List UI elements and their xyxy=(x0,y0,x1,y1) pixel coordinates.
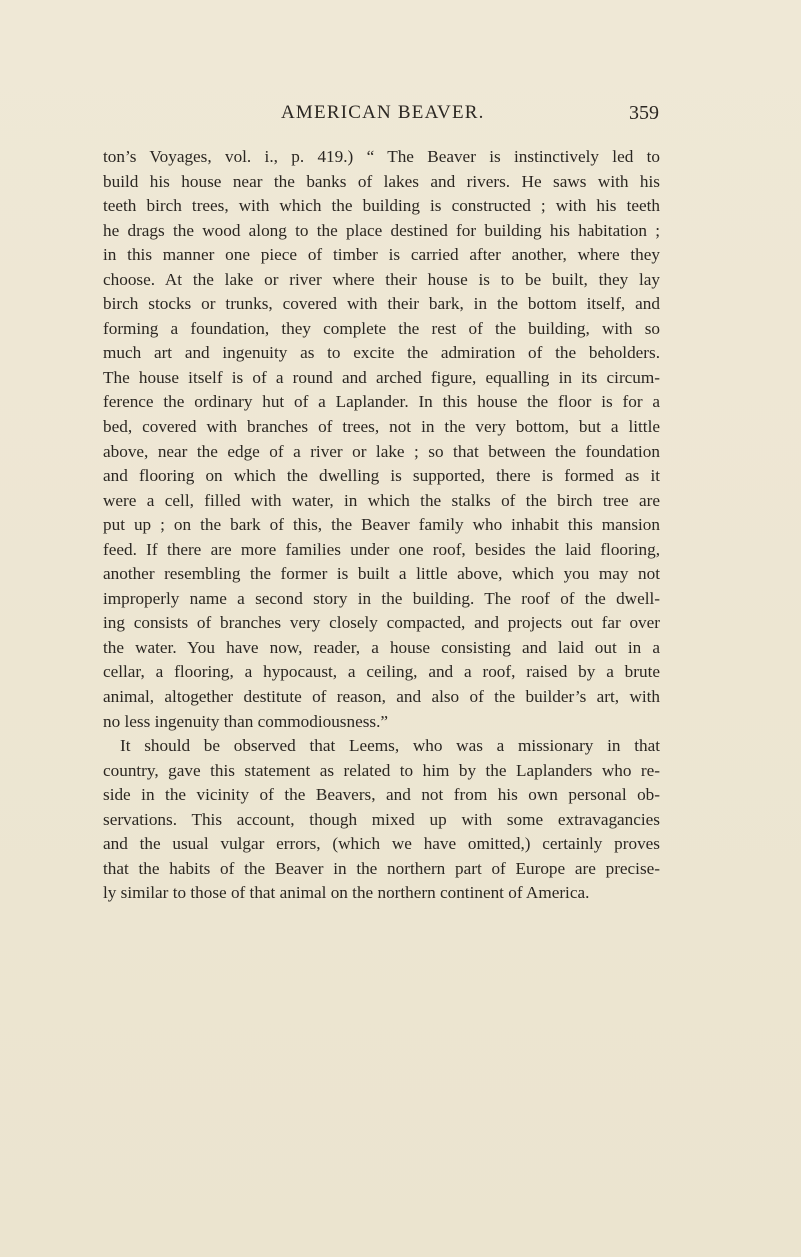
page-number: 359 xyxy=(629,102,659,124)
text-line: servations. This account, though mixed up with some extravagancies xyxy=(103,809,660,829)
page-header xyxy=(103,102,659,132)
text-line: teeth birch trees, with which the building is constructed ; with his teeth xyxy=(103,196,660,216)
running-head: AMERICAN BEAVER. xyxy=(281,102,485,123)
text-line: and the usual vulgar errors, (which we have omitted,) certainly proves xyxy=(103,834,660,854)
text-line: animal, altogether destitute of reason, and also of the builder’s art, with xyxy=(103,687,660,707)
text-line: bed, covered with branches of trees, not in the very bottom, but a little xyxy=(103,417,660,437)
text-line: ly similar to those of that animal on the northern continent of America. xyxy=(103,883,590,903)
text-line: build his house near the banks of lakes and rivers. He saws with his xyxy=(103,171,660,191)
text-line: in this manner one piece of timber is carried after another, where they xyxy=(103,245,660,265)
text-line: no less ingenuity than commodiousness.” xyxy=(103,711,388,731)
text-line: were a cell, filled with water, in which the stalks of the birch tree are xyxy=(103,490,660,510)
text-line: much art and ingenuity as to excite the admiration of the beholders. xyxy=(103,343,660,363)
text-line: side in the vicinity of the Beavers, and not from his own personal ob- xyxy=(103,785,660,805)
text-line: feed. If there are more families under one roof, besides the laid flooring, xyxy=(103,539,660,559)
text-line: he drags the wood along to the place destined for building his habitation ; xyxy=(103,220,660,240)
body-text xyxy=(103,145,660,906)
text-line: birch stocks or trunks, covered with their bark, in the bottom itself, and xyxy=(103,294,660,314)
text-line: another resembling the former is built a little above, which you may not xyxy=(103,564,660,584)
text-line: the water. You have now, reader, a house consisting and laid out in a xyxy=(103,637,660,657)
text-line: ton’s Voyages, vol. i., p. 419.) “ The Beaver is instinctively led to xyxy=(103,147,660,166)
text-line: above, near the edge of a river or lake ; so that between the foundation xyxy=(103,441,660,461)
text-line: ference the ordinary hut of a Laplander. In this house the floor is for a xyxy=(103,392,660,412)
text-line: country, gave this statement as related to him by the Laplanders who re- xyxy=(103,760,660,780)
text-line: put up ; on the bark of this, the Beaver family who inhabit this mansion xyxy=(103,515,660,535)
text-line: forming a foundation, they complete the rest of the building, with so xyxy=(103,318,660,338)
text-line: that the habits of the Beaver in the northern part of Europe are precise- xyxy=(103,858,660,878)
text-line: cellar, a flooring, a hypocaust, a ceiling, and a roof, raised by a brute xyxy=(103,662,660,682)
text-line: The house itself is of a round and arched figure, equalling in its circum- xyxy=(103,367,660,387)
text-line: and flooring on which the dwelling is supported, there is formed as it xyxy=(103,466,660,486)
text-line: It should be observed that Leems, who was a missionary in that xyxy=(120,736,660,756)
text-line: improperly name a second story in the building. The roof of the dwell- xyxy=(103,588,660,608)
text-line: choose. At the lake or river where their house is to be built, they lay xyxy=(103,269,660,289)
text-line: ing consists of branches very closely compacted, and projects out far over xyxy=(103,613,660,633)
